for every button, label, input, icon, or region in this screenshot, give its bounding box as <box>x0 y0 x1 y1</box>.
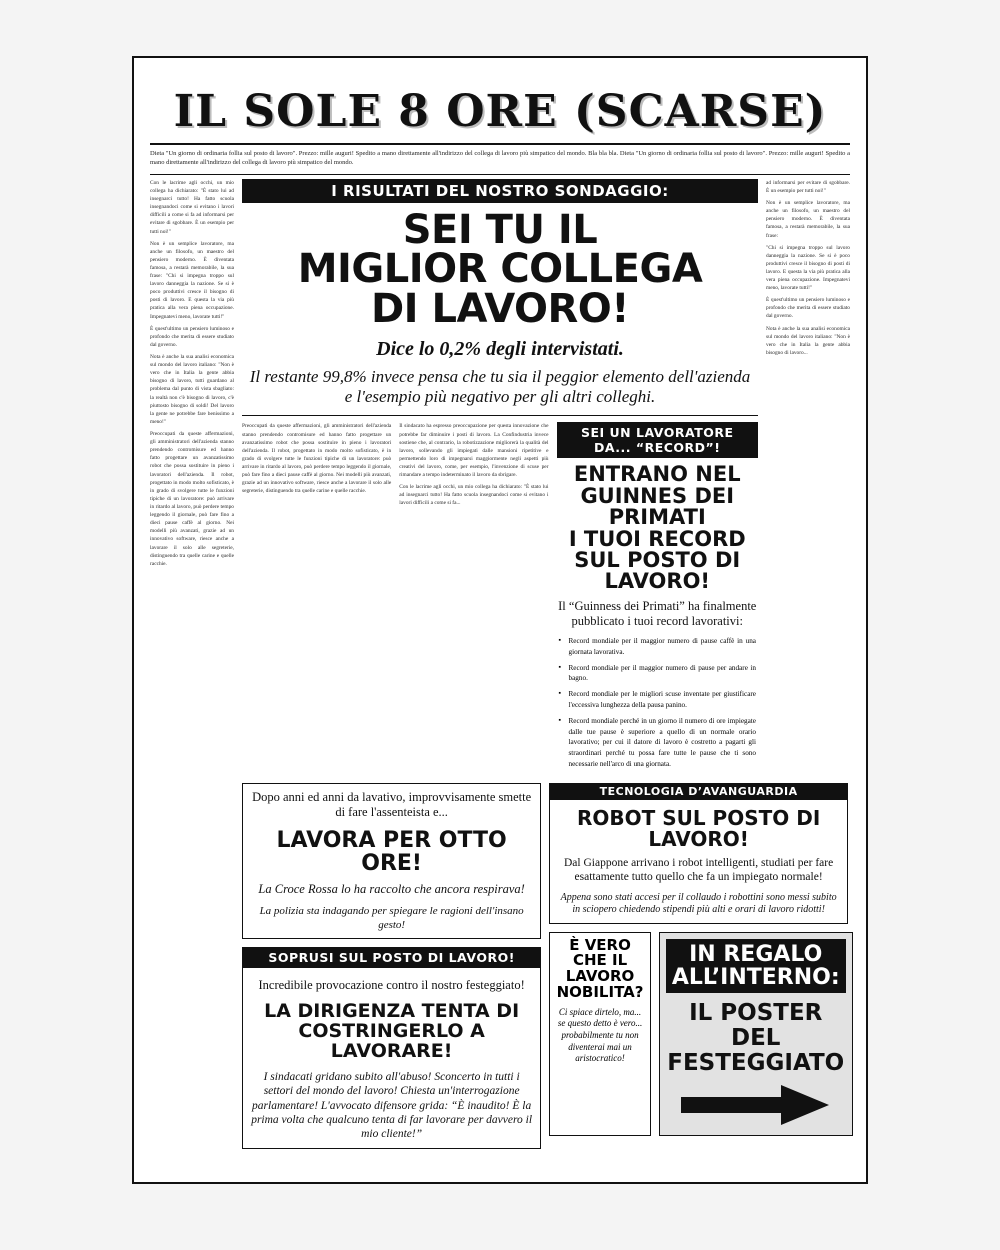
robot-lead: Dal Giappone arrivano i robot intelligenti, studiati per fare esattamente tutto quello che fa un impiegato normale! <box>564 856 834 884</box>
assenteista-sub-2: La polizia sta indagando per spiegare le ragioni dell'insano gesto! <box>259 904 524 931</box>
body-paragraph: Preoccupati da queste affermazioni, gli amministratori dell'azienda stanno prendendo contromisure ed hanno fatto progettare un avanzatissimo robot che possa sostituire in pieno i lavoratori dell'azienda. Il robot, progettato in modo molto sofisticato, è in grado di svolgere tutte le funzioni tipiche di un lavoratore: può arrivare in ritardo al lavoro, può perdere tempo leggendo il giornale, può fare fino a dieci pause caffè al giorno. Nei modelli più avanzati, grazie ad un innovativo software, riesce anche a lavorare il solo alle segreterie, distinguendo tra quelle carine e quelle racchie. <box>242 423 392 495</box>
soprusi-headline-line: COSTRINGERLO A LAVORARE! <box>298 1019 485 1062</box>
lead-subdeck: Il restante 99,8% invece pensa che tu sia il peggior elemento dell'azienda e l'esempio più negativo per gli altri colleghi. <box>249 366 751 407</box>
nobilita-body: Ci spiace dirtelo, ma... se questo detto è vero... probabilmente tu non diventerai mai un aristocratico! <box>557 1006 643 1064</box>
robot-headline: ROBOT SUL POSTO DI LAVORO! <box>576 805 821 851</box>
right-paragraph: Non è un semplice lavoratore, ma anche un filosofo, un maestro del pensiero moderno. È diventata famosa, a restarà memorabile, la sua frase: <box>766 200 850 239</box>
regalo-title-line: IN REGALO <box>689 941 823 967</box>
lead-headline-line: DI LAVORO! <box>370 286 630 333</box>
left-paragraph: Non è un semplice lavoratore, ma anche un filosofo, un maestro del pensiero moderno. È diventata famosa, a restarà memorabile, la sua frase: "Chi si impegna troppo sul lavoro danneggia la nazione. Se si è poco produttivi cresce il bisogno di posti di lavoro. E questa la via più pratica alla vera piena occupazione. Impegnatevi meno, lavorate tutti!" <box>150 240 234 320</box>
right-paragraph: Nota è anche la sua analisi economica sul mondo del lavoro italiano: "Non è vero che in Italia la gente abbia bisogno di lavoro... <box>766 325 850 356</box>
right-paragraph: È quest'ultimo un pensiero luminoso e profondo che merita di essere studiato dal governo. <box>766 297 850 320</box>
left-paragraph: È quest'ultimo un pensiero luminoso e profondo che merita di essere studiato dal governo. <box>150 325 234 348</box>
middle-body-col-1 <box>242 422 391 774</box>
soprusi-body: I sindacati gridano subito all'abuso! Sconcerto in tutti i settori del mondo del lavoro! Chiesta un'interrogazione parlamentare! L'avvocato difensore grida: “È inaudito! È la prima volta che qualcuno tenta di far lavorare per davvero il mio cliente!” <box>251 1070 533 1141</box>
lead-headline-line: SEI TU IL <box>402 206 598 253</box>
regalo-subtitle-line: FESTEGGIATO <box>667 1050 845 1077</box>
masthead <box>150 86 850 137</box>
record-headline-line: GUINNES DEI PRIMATI <box>580 483 735 530</box>
soprusi-headline-line: LA DIRIGENZA TENTA DI <box>264 1000 520 1023</box>
left-paragraph: Nota è anche la sua analisi economica sul mondo del lavoro italiano: "Non è vero che in Italia la gente abbia bisogno di lavoro, tutti guardano al problema dal punto di vista sbagliato: la realtà non c'è bisogno di lavoro, c'è piuttosto bisogno di soldi! Del lavoro la gente ne potrebbe fare benissimo a meno!" <box>150 354 234 425</box>
lead-kicker: I RISULTATI DEL NOSTRO SONDAGGIO: <box>242 179 758 203</box>
body-paragraph: Il sindacato ha espresso preoccupazione per questa innovazione che potrebbe far diminuire i posti di lavoro. La Confindustria invece sostiene che, al contrario, la robotizzazione migliorerà la qualità del lavoro, sollevando gli impiegati dalle mansioni ripetitive e permettendo loro di impegnarsi maggiormente negli aspetti più creativi del lavoro, come, per esempio, l'invenzione di scuse per rimandare a tempo indeterminato il lavoro da sbrigare. <box>399 423 549 479</box>
main-columns <box>150 179 850 1149</box>
nobilita-title-line: NOBILITA? <box>556 982 644 1001</box>
assenteista-headline: LAVORA PER OTTO ORE! <box>276 828 507 877</box>
middle-body-columns <box>242 422 758 774</box>
soprusi-story <box>242 947 541 1148</box>
assenteista-sub-1: La Croce Rossa lo ha raccolto che ancora respirava! <box>258 882 525 897</box>
nobilita-box <box>549 932 651 1136</box>
regalo-subtitle-line: IL POSTER DEL <box>689 999 823 1052</box>
nobilita-title-line: CHE IL <box>572 951 628 970</box>
robot-sub: Appena sono stati accesi per il collaudo i robottini sono messi subito in sciopero chiedendo stipendi più alti e orari di lavoro ridotti! <box>560 891 837 916</box>
nobilita-title <box>554 935 646 1001</box>
right-paragraph: ad informarsi per evitare di sgobbare. È un esempio per tutti noi!" <box>766 179 850 194</box>
record-bullet-list <box>559 636 757 770</box>
masthead-rule <box>150 143 850 145</box>
record-story <box>557 422 759 774</box>
regalo-title-line: ALL’INTERNO: <box>671 964 840 990</box>
nobilita-title-line: LAVORO <box>565 967 635 986</box>
lead-deck: Dice lo 0,2% degli intervistati. <box>376 337 624 360</box>
soprusi-kicker: SOPRUSI SUL POSTO DI LAVORO! <box>242 947 541 968</box>
record-headline-line: I TUOI RECORD <box>568 526 746 551</box>
assenteista-story <box>242 783 541 940</box>
lead-headline-line: MIGLIOR COLLEGA <box>297 246 703 293</box>
newspaper-sheet <box>132 56 868 1184</box>
record-kicker: SEI UN LAVORATORE DA... “RECORD”! <box>557 422 759 458</box>
record-lead: Il “Guinness dei Primati” ha finalmente pubblicato i tuoi record lavorativi: <box>558 598 757 629</box>
list-item: ▪ Record mondiale per il maggior numero di pause caffè in una giornata lavorativa. <box>559 636 757 658</box>
list-item: ▪ Record mondiale per le migliori scuse inventate per giustificare l'eccessiva lunghezza della pausa panino. <box>559 689 757 711</box>
lower-left-stack <box>242 783 541 1149</box>
lead-bottom-rule <box>242 415 758 416</box>
subhead-rule <box>150 174 850 175</box>
lower-grid <box>242 783 845 1149</box>
body-paragraph: Con le lacrime agli occhi, un mio collega ha dichiarato: "È stato lui ad insegnarci tutto! Ha fatto scuola insegnandoci come si evitano i lavori difficili a come si fa... <box>399 484 549 507</box>
right-column <box>766 179 850 1149</box>
assenteista-lead: Dopo anni ed anni da lavativo, improvvisamente smette di fare l'assenteista e... <box>252 789 532 820</box>
left-column <box>150 179 234 1149</box>
record-headline <box>557 464 759 592</box>
record-headline-line: ENTRANO NEL <box>573 462 741 487</box>
record-headline-line: SUL POSTO DI LAVORO! <box>574 548 741 594</box>
soprusi-body-frame <box>242 968 541 1148</box>
list-item: ▪ Record mondiale per il maggior numero di pause per andare in bagno. <box>559 663 757 685</box>
page-title: IL SOLE 8 ORE (SCARSE) <box>173 86 827 137</box>
middle-body-col-2 <box>399 422 548 774</box>
robot-kicker: TECNOLOGIA D’AVANGUARDIA <box>549 783 848 800</box>
soprusi-headline <box>251 1002 532 1062</box>
soprusi-lead: Incredibile provocazione contro il nostro festeggiato! <box>258 978 525 993</box>
masthead-subhead: Dieta "Un giorno di ordinaria follia sul posto di lavoro". Prezzo: mille auguri! Spedito a mano direttamente all'indirizzo del collega di lavoro più simpatico del mondo. Bla bla bla. Dieta "Un giorno di ordinaria follia sul posto di lavoro". Prezzo: mille auguri! Spedito a mano direttamente all'indirizzo del collega di lavoro più simpatico del mondo. <box>150 150 850 167</box>
left-paragraph: Preoccupati da queste affermazioni, gli amministratori dell'azienda stanno prendendo contromisure ed hanno fatto progettare un avanzatissimo robot che possa sostituire in pieno i lavoratori dell'azienda. Il robot, progettato in modo molto sofisticato, è in grado di svolgere tutte le funzioni tipiche di un lavoratore: può arrivare in ritardo al lavoro, può perdere tempo leggendo il giornale, può fare fino a dieci pause caffè al giorno. Nei modelli più avanzati, grazie ad un innovativo software, riesce anche a lavorare il solo alle segreterie, distinguendo tra quelle carine e quelle racchie. <box>150 431 234 567</box>
right-paragraph: "Chi si impegna troppo sul lavoro danneggia la nazione. Se si è poco produttivi cresce il bisogno di posti di lavoro. E questa la via più pratica alla vera piena occupazione. Impegnatevi meno, lavorate tutti!" <box>766 244 850 292</box>
lead-headline <box>242 206 758 333</box>
nobilita-title-line: È VERO <box>569 935 631 954</box>
left-paragraph: Con le lacrime agli occhi, un mio collega ha dichiarato: "È stato lui ad insegnarci tutto! Ha fatto scuola insegnandoci come si evitano i lavori difficili a come si fa ad informarsi per evitare di sgobbare. È un esempio per tutti noi!" <box>150 179 234 235</box>
list-item: ▪ Record mondiale perché in un giorno il numero di ore impiegate dalle tue pause è superiore a quello di un normale orario lavorativo; per cui il datore di lavoro è costretto a pagarti gli straordinari perché tu possa fare tutte le pause che ti sono necessarie nell'arco di una giornata. <box>559 716 757 770</box>
